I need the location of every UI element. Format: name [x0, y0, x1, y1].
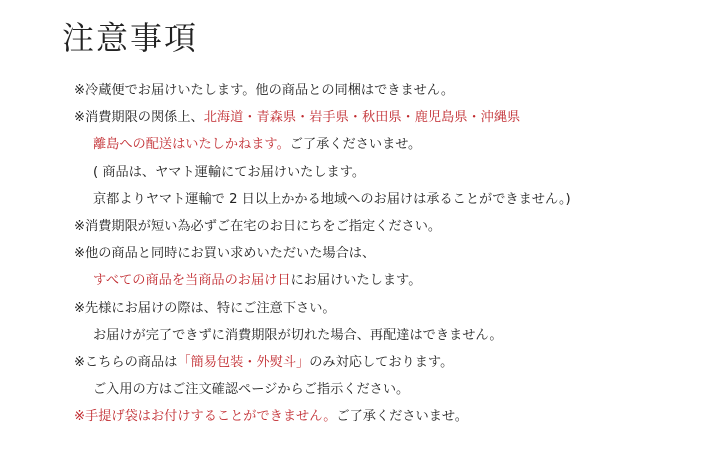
note-line	[74, 376, 714, 403]
note-text: のみ対応しております。	[309, 354, 454, 370]
note-line	[74, 104, 714, 131]
note-line	[74, 186, 714, 213]
note-highlight: 「簡易包装・外熨斗」	[177, 354, 310, 370]
note-text: ご了承くださいませ。	[336, 409, 468, 425]
note-text: ( 商品は、ヤマト運輸にてお届けいたします。	[93, 164, 366, 180]
note-line	[74, 349, 714, 376]
note-text: ※先様にお届けの際は、特にご注意下さい。	[74, 300, 336, 316]
note-text: ご了承くださいませ。	[289, 137, 422, 153]
note-highlight: ※手提げ袋はお付けすることができません。	[74, 409, 337, 425]
note-text: にお届けいたします。	[290, 273, 422, 289]
note-text: ご入用の方はご注文確認ページからご指示ください。	[93, 382, 410, 398]
note-line	[74, 131, 714, 158]
note-highlight: 離島への配送はいたしかねます。	[93, 137, 290, 153]
note-line	[74, 213, 714, 240]
note-text: ※冷蔵便でお届けいたします。他の商品との同梱はできません。	[74, 83, 455, 98]
note-text: ※消費期限の関係上、	[74, 110, 204, 126]
page-title: 注意事項	[62, 19, 199, 57]
note-text: 京都よりヤマト運輸で 2 日以上かかる地域へのお届けは承ることができません。)	[93, 191, 571, 207]
note-line	[74, 403, 714, 430]
note-text: ※こちらの商品は	[74, 354, 178, 370]
note-highlight: 北海道・青森県・岩手県・秋田県・鹿児島県・沖縄県	[203, 110, 521, 126]
note-text: ※消費期限が短い為必ずご在宅のお日にちをご指定ください。	[74, 218, 442, 234]
note-line	[74, 267, 714, 294]
notes-list	[74, 77, 714, 430]
note-line	[74, 77, 714, 104]
note-highlight: すべての商品を当商品のお届け日	[93, 273, 291, 289]
note-line	[74, 240, 714, 267]
note-text: ※他の商品と同時にお買い求めいただいた場合は、	[74, 246, 376, 262]
note-line	[74, 159, 714, 186]
note-text: お届けが完了できずに消費期限が切れた場合、再配達はできません。	[93, 327, 503, 343]
note-line	[74, 322, 714, 349]
note-line	[74, 295, 714, 322]
